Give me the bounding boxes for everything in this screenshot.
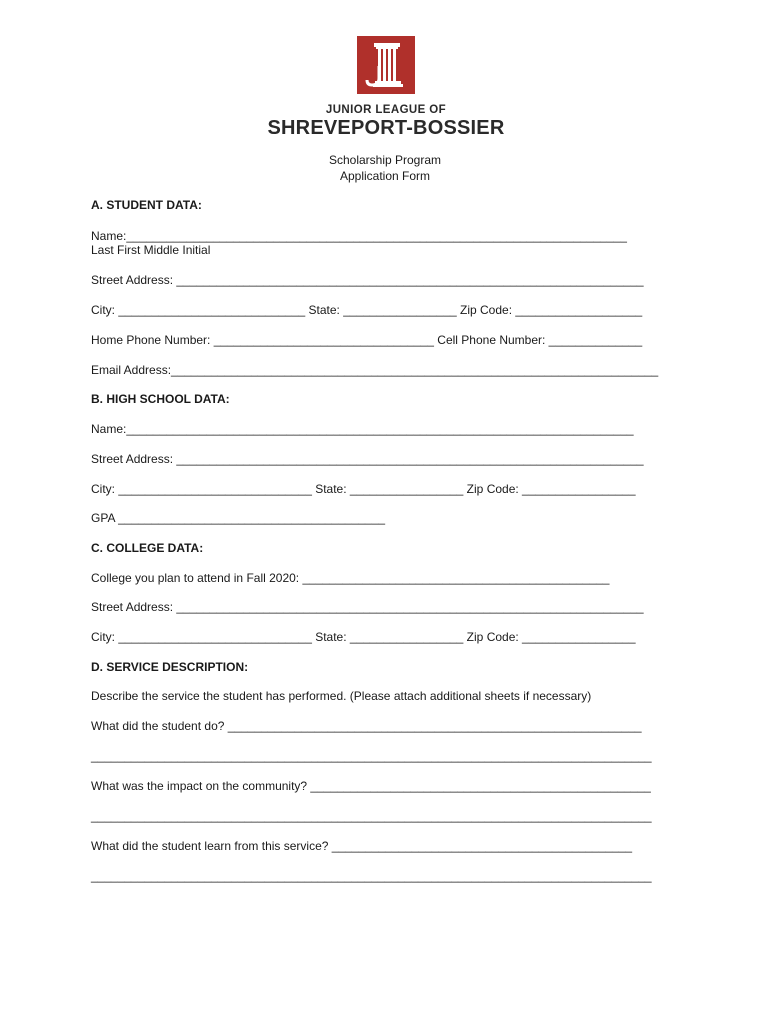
service-question-2-field[interactable]: What was the impact on the community? ___________________________________________________ xyxy=(91,779,651,793)
service-description-heading: D. SERVICE DESCRIPTION: xyxy=(91,660,249,674)
service-answer-3-line[interactable]: ____________________________________________________________________________________ xyxy=(91,869,652,883)
high-school-street-field[interactable]: Street Address: ______________________________________________________________________ xyxy=(91,452,644,466)
service-answer-1-line[interactable]: ____________________________________________________________________________________ xyxy=(91,749,652,763)
service-question-3-field[interactable]: What did the student learn from this service? _____________________________________________ xyxy=(91,839,633,853)
student-street-field[interactable]: Street Address: ______________________________________________________________________ xyxy=(91,273,644,287)
service-answer-2-line[interactable]: ____________________________________________________________________________________ xyxy=(91,809,652,823)
high-school-data-heading: B. HIGH SCHOOL DATA: xyxy=(91,392,230,406)
student-name-field[interactable]: Name:___________________________________________________________________________ xyxy=(91,229,627,243)
college-street-field[interactable]: Street Address: ______________________________________________________________________ xyxy=(91,600,644,614)
form-title: Scholarship Program xyxy=(328,153,442,167)
student-data-heading: A. STUDENT DATA: xyxy=(91,198,202,212)
student-email-field[interactable]: Email Address:_________________________________________________________________________ xyxy=(91,363,659,377)
college-city-state-zip-field[interactable]: City: _____________________________ State: _________________ Zip Code: _________________ xyxy=(91,630,636,644)
gpa-field[interactable]: GPA ________________________________________ xyxy=(91,511,386,525)
college-plan-field[interactable]: College you plan to attend in Fall 2020: ______________________________________________ xyxy=(91,571,610,585)
service-question-1-field[interactable]: What did the student do? ______________________________________________________________ xyxy=(91,719,642,733)
student-name-sublabel: Last First Middle Initial xyxy=(91,243,211,257)
high-school-name-field[interactable]: Name:____________________________________________________________________________ xyxy=(91,422,634,436)
service-instructions: Describe the service the student has performed. (Please attach additional sheets if necessary) xyxy=(91,689,592,703)
student-phone-field[interactable]: Home Phone Number: _________________________________ Cell Phone Number: ______________ xyxy=(91,333,643,347)
form-subtitle: Application Form xyxy=(339,169,431,183)
org-name-line1: JUNIOR LEAGUE OF xyxy=(325,104,447,116)
org-name-line2: SHREVEPORT-BOSSIER xyxy=(267,117,505,139)
student-city-state-zip-field[interactable]: City: ____________________________ State: _________________ Zip Code: ___________________ xyxy=(91,303,643,317)
junior-league-logo-icon xyxy=(357,36,415,94)
college-data-heading: C. COLLEGE DATA: xyxy=(91,541,204,555)
high-school-city-state-zip-field[interactable]: City: _____________________________ State: _________________ Zip Code: _________________ xyxy=(91,482,636,496)
